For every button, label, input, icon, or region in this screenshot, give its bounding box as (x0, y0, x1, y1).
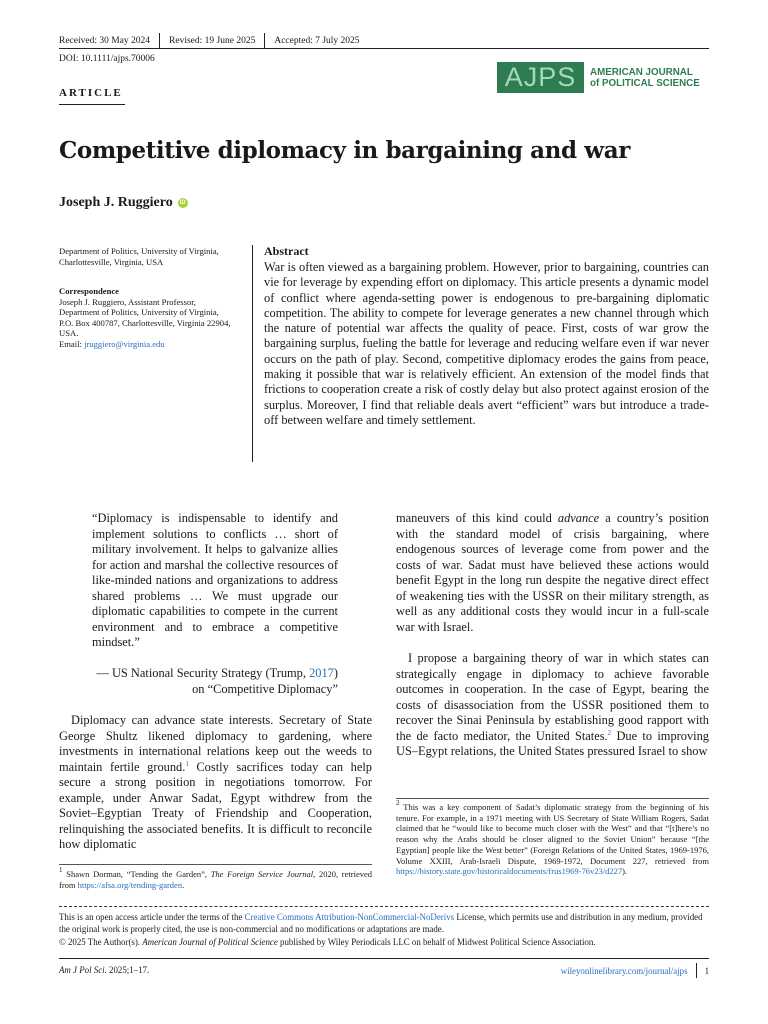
revised-date: Revised: 19 June 2025 (169, 36, 256, 46)
affiliation: Department of Politics, University of Virginia, Charlottesville, Virginia, USA (59, 246, 219, 267)
citation-link[interactable]: 2017 (309, 666, 334, 680)
copyright-suffix: published by Wiley Periodicals LLC on behalf of Midwest Political Science Association. (277, 936, 596, 947)
footnote-ref[interactable]: 1 (185, 759, 189, 768)
footnote-text: , 2020, retrieved from (59, 869, 373, 890)
footnote-text: . (182, 879, 185, 890)
abstract-text: War is often viewed as a bargaining problem. However, prior to bargaining, countries can vie for leverage by expending effort on diplomacy. This article presents a dynamic model of conflict where agenda-setting power is endogenous to pre-bargaining diplomatic competition. The ability to compete for leverage generates a new channel through which the nature of potential war affects the quality of peace. First, costs of war grow the bargaining surplus, fueling the battle for leverage and reducing welfare even if war never occurs on the path of play. Second, competitive diplomacy erodes the gains from peace, making it possible that war is relatively efficient. An extension of the model finds that frictions to cooperation create a risk of costly delay but also protect against erosion of the surplus. Moreover, I find that reliable deals avert “efficient” wars but introduce a trade-off between welfare and timely settlement. (264, 260, 709, 427)
body-text: Costly sacrifices today can help secure a strong position in negotiations tomorrow. For example, under Anwar Sadat, Egypt withdrew from the Soviet–Egyptian Treaty of Friendship and Cooperation, relinquishing the associated benefits. It is difficult to reconcile how diplomatic (59, 759, 372, 851)
footer-right (561, 963, 709, 978)
correspondence (59, 286, 234, 350)
footnote-emphasis: The Foreign Service Journal (210, 869, 314, 879)
footnote-ref[interactable]: 2 (607, 728, 612, 737)
copyright-journal: American Journal of Political Science (142, 936, 278, 947)
footnote-link[interactable]: https://afsa.org/tending-garden (77, 879, 183, 890)
footnote-link[interactable]: https://history.state.gov/historicaldocuments/frus1969-76v23/d227 (396, 866, 623, 877)
journal-logo (497, 62, 700, 93)
copyright-prefix: © 2025 The Author(s). (59, 936, 143, 947)
abstract-heading: Abstract (264, 244, 309, 258)
license-text-part: This is an open access article under the terms of the (59, 912, 245, 922)
emphasis-text: advance (557, 511, 600, 525)
author-name[interactable]: Joseph J. Ruggiero (59, 195, 173, 210)
license-divider (59, 906, 709, 907)
footnote-number: 1 (59, 866, 63, 874)
date-divider (159, 33, 160, 49)
footnote-text: This was a key component of Sadat’s diplomatic strategy from the beginning of his tenure. For example, in a 1971 meeting with US Secretary of State William Rogers, Sadat claimed that he “would like to become much closer with the West” and that “[t]here’s no reason why the Arabs should be closer aligned to the Soviet Union” because “[the Egyptian] people like the West better” (Foreign Relations of the United States, 1969-1976, Volume XXIII, Arab-Israeli Dispute, 1969-1972, Document 227, retrieved from (396, 802, 709, 866)
ajps-logo-mark: AJPS (497, 62, 584, 93)
journal-url-link[interactable]: wileyonlinelibrary.com/journal/ajps (560, 965, 688, 976)
footnote-2 (396, 799, 709, 877)
correspondence-heading: Correspondence (59, 286, 119, 296)
page-number: 1 (704, 965, 709, 976)
abstract-divider (252, 245, 253, 462)
footnote-rule (396, 798, 709, 799)
journal-volume: 2025;1–17. (106, 965, 150, 975)
header-rule (59, 48, 709, 49)
email-link[interactable]: jruggiero@virginia.edu (84, 338, 165, 349)
journal-citation (59, 965, 149, 975)
attribution-prefix: — US National Security Strategy (Trump, (96, 666, 310, 680)
email-label: Email: (59, 338, 85, 349)
received-date: Received: 30 May 2024 (59, 36, 151, 46)
journal-name (590, 67, 700, 89)
body-text: Due to improving US–Egypt relations, the United States pressured Israel to show (396, 728, 709, 758)
article-title: Competitive diplomacy in bargaining and war (59, 137, 630, 164)
attribution-suffix: ) on “Competitive Diplomacy” (192, 666, 338, 696)
body-text: Diplomacy can advance state interests. Secretary of State George Shultz likened diplomacy to gardening, where investments in international relations keep out the weeds to maintain fertile ground. (59, 713, 372, 774)
footer-divider (696, 963, 697, 978)
abstract (264, 244, 709, 428)
epigraph-attribution (92, 666, 338, 697)
license-text-part: License, which permits use and distribution in any medium, provided the original work is properly cited, the use is non-commercial and no modifications or adaptations are made. (59, 912, 703, 935)
correspondence-email (59, 339, 234, 350)
date-divider (264, 33, 265, 49)
license-notice (59, 911, 709, 948)
footnote-1 (59, 866, 373, 890)
body-text: a country’s position with the standard model of crisis bargaining, where endogenous sources of leverage come from power and the costs of war. Sadat must have believed these actions would benefit Egypt in the long run despite the negative direct effect of weakening ties with the USSR on their military strength, as well as any additional costs they would incur in a full-scale war with Israel. (396, 511, 709, 634)
footer-rule (59, 958, 709, 959)
doi[interactable]: DOI: 10.1111/ajps.70006 (59, 54, 155, 64)
footnote-rule (59, 864, 372, 865)
license-link[interactable]: Creative Commons Attribution-NonCommercial-NoDerivs (244, 912, 455, 922)
author-line (59, 195, 188, 211)
body-paragraph (396, 651, 709, 760)
accepted-date: Accepted: 7 July 2025 (274, 36, 360, 46)
journal-abbrev: Am J Pol Sci. (59, 965, 107, 975)
footnote-text: Shawn Dorman, “Tending the Garden”, (62, 869, 211, 879)
journal-name-line2: of POLITICAL SCIENCE (590, 77, 700, 89)
footnote-text: ). (622, 866, 628, 877)
article-dates (59, 33, 360, 49)
footnote-number: 2 (396, 799, 400, 807)
body-paragraph (59, 713, 372, 853)
copyright-text (59, 936, 709, 948)
correspondence-address: Joseph J. Ruggiero, Assistant Professor, Department of Politics, University of Virginia, P.O. Box 400787, Charlottesville, Virginia 22904, USA. (59, 296, 231, 339)
body-paragraph (396, 511, 709, 635)
body-text: I propose a bargaining theory of war in which states can strategically engage in diplomacy to achieve favorable outcomes in cooperation. In the case of Egypt, bearing the costs of disassociation from the USSR positioned them to recover the Sinai Peninsula by establishing good rapport with the de facto mediator, the United States. (396, 651, 709, 743)
body-text: maneuvers of this kind could (396, 511, 558, 525)
license-text (59, 911, 709, 936)
article-label-rule (59, 104, 125, 105)
journal-name-line1: AMERICAN JOURNAL (590, 66, 693, 78)
epigraph-quote: “Diplomacy is indispensable to identify and implement solutions to conflicts … short of military involvement. It helps to galvanize allies for action and marshal the collective resources of like-minded nations and organizations to address shared problems … We must upgrade our diplomatic capabilities to compete in the current environment and to embrace a competitive mindset.” (92, 511, 338, 649)
orcid-icon[interactable]: iD (179, 200, 186, 206)
article-type-label: ARTICLE (59, 87, 123, 99)
